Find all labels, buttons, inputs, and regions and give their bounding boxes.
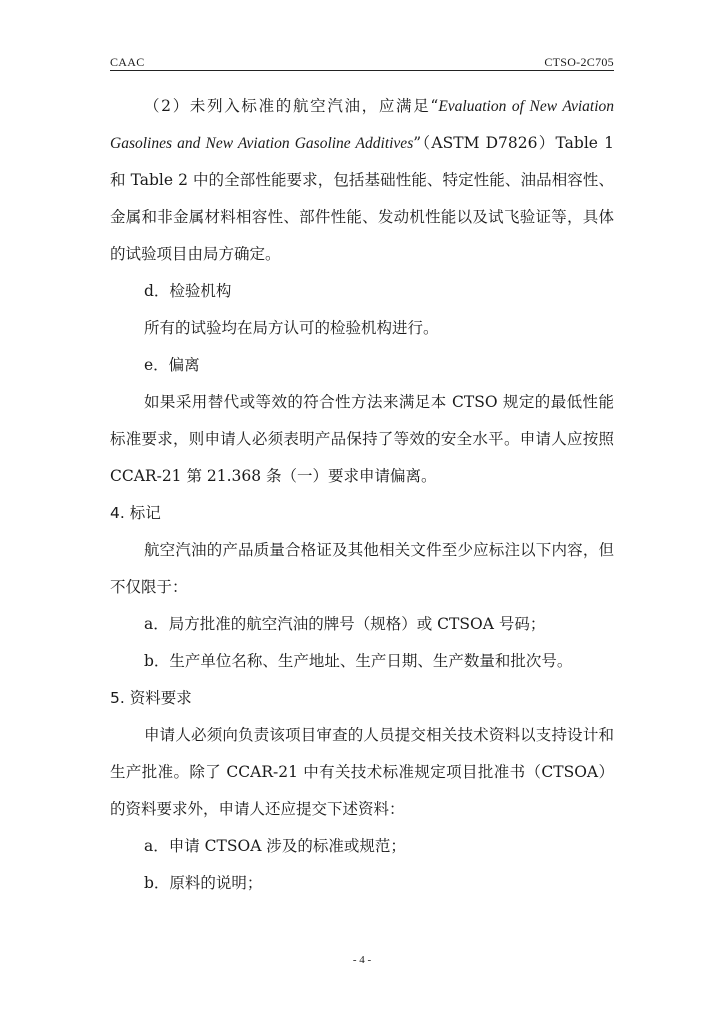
section-4-item-a: a．局方批准的航空汽油的牌号（规格）或 CTSOA 号码； (144, 615, 546, 633)
paragraph-prefix: （2）未列入标准的航空汽油，应满足“ (144, 97, 439, 115)
section-4-item-b: b．生产单位名称、生产地址、生产日期、生产数量和批次号。 (144, 652, 573, 670)
header-doc-number: CTSO-2C705 (544, 55, 614, 69)
document-body (110, 88, 614, 902)
section-5-item-a: a．申请 CTSOA 涉及的标准或规范； (144, 837, 406, 855)
item-e-text: 如果采用替代或等效的符合性方法来满足本 CTSO 规定的最低性能标准要求，则申请人必须表明产品保持了等效的安全水平。申请人应按照 CCAR-21 第 21.368 条（一）要求申请偏离。 (110, 393, 614, 485)
section-5-heading: 5. 资料要求 (110, 689, 192, 707)
section-5-text: 申请人必须向负责该项目审查的人员提交相关技术资料以支持设计和生产批准。除了 CCAR-21 中有关技术标准规定项目批准书（CTSOA）的资料要求外，申请人还应提交下述资料： (110, 726, 614, 818)
item-d-label: d．检验机构 (144, 282, 232, 300)
page-number: - 4 - (352, 954, 372, 966)
item-e-label: e．偏离 (144, 356, 200, 374)
section-4-heading: 4. 标记 (110, 504, 161, 522)
header-rule (110, 70, 614, 71)
section-4-text: 航空汽油的产品质量合格证及其他相关文件至少应标注以下内容，但不仅限于： (110, 541, 614, 596)
item-d-text: 所有的试验均在局方认可的检验机构进行。 (144, 319, 439, 337)
section-5-item-b: b．原料的说明； (144, 874, 263, 892)
astm-title: Evaluation of New Aviation Gasolines and New Aviation Gasoline Additives (110, 98, 614, 152)
header-org: CAAC (110, 55, 145, 69)
page-header (110, 52, 614, 70)
paragraph-suffix: ”（ASTM D7826）Table 1 和 Table 2 中的全部性能要求，包括基础性能、特定性能、油品相容性、金属和非金属材料相容性、部件性能、发动机性能以及试飞验证等，具体的试验项目由局方确定。 (110, 134, 614, 263)
paragraph-unlisted-gasoline (110, 88, 614, 273)
